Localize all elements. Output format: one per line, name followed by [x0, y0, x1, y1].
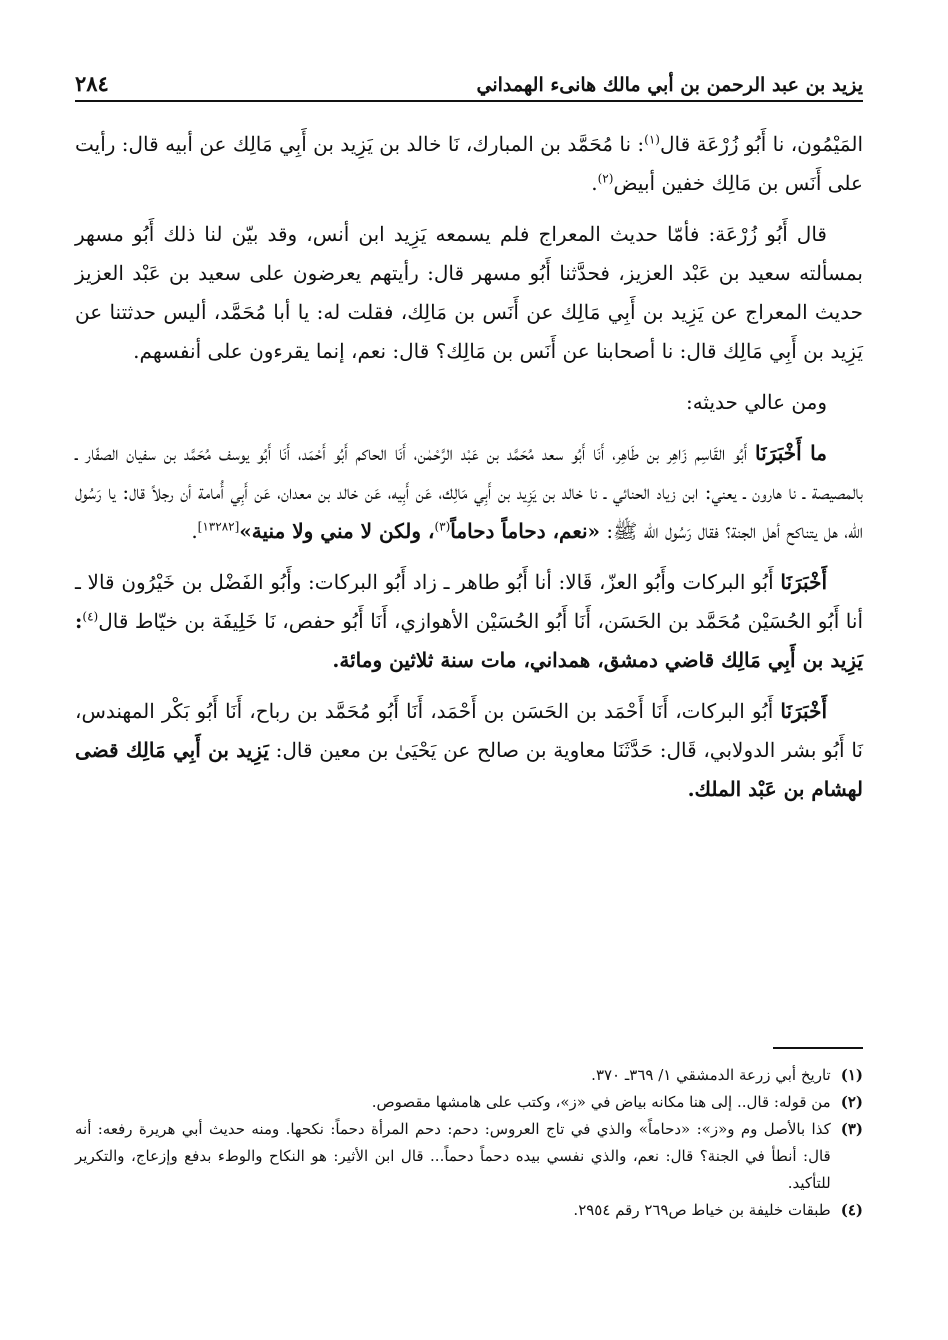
footnote	[75, 1116, 863, 1197]
footnote	[75, 1089, 863, 1116]
paragraph-6	[75, 692, 863, 809]
footnote-ref-4: (٤)	[82, 609, 99, 624]
text-run: أَبُو البركات وأَبُو العزّ، قَالا: أنا أَبُو طاهر ـ زاد أَبُو البركات: وأَبُو الفَضْل بن خَيْرُون قالا ـ أنا أَبُو الحُسَيْن مُحَمَّد بن الحَسَن، أَنَا أَبُو الحُسَيْن الأهوازي، أَنَا أَبُو حفص، نَا خَلِيفَة بن خيّاط قال	[75, 570, 863, 633]
text-run: : نا مُحَمَّد بن المبارك، نَا خالد بن يَزِيد بن أَبِي مَالِك عن أبيه قال: رأيت على أَنَس بن مَالِك خفين أبيض	[75, 132, 863, 195]
isnad-lead: أَخْبَرَنَا	[780, 699, 827, 723]
footnote-text: كذا بالأصل وم و«ز»: «دحاماً» والذي في تاج العروس: دحم: دحم المرأة دحماً: نكحها. ومنه حديث أبي هريرة رفعه: أنه قال: أنطأ في الجنة؟ قال: نعم، والذي نفسي بيده دحماً دحماً... قال ابن الأثير: هو النكاح والوطء بدفع وإزعاج، والتكرير للتأكيد.	[75, 1120, 831, 1192]
text-run: أَبُو البركات، أَنَا أَحْمَد بن الحَسَن بن أَحْمَد، أَنَا أَبُو مُحَمَّد بن رباح، أَنَا أَبُو بَكْر المهندس، نَا أَبُو بشر الدولابي، قَال: حَدَّثَنَا معاوية بن صالح عن يَحْيَىٰ بن معين قال:	[75, 699, 863, 762]
paragraph-2: قال أَبُو زُرْعَة: فأمّا حديث المعراج فلم يسمعه يَزِيد ابن أنس، وقد بيّن لنا ذلك أَبُو مسهر بمسألته سعيد بن عَبْد العزيز، فحدَّثنا أَبُو مسهر قال: رأيتهم يعرضون على سعيد بن عَبْد العزيز حديث المعراج عن يَزِيد بن أَبِي مَالِك عن أَنَس بن مَالِك، فقلت له: يا أبا مُحَمَّد، أليس حدثتنا عن يَزِيد بن أَبِي مَالِك قال: نا أصحابنا عن أَنَس بن مَالِك؟ قال: نعم، إنما يقرءون على أنفسهم.	[75, 222, 863, 363]
footnote-text: تاريخ أبي زرعة الدمشقي ١/ ٣٦٩ـ ٣٧٠.	[591, 1066, 831, 1084]
text-run: المَيْمُون، نا أَبُو زُرْعَة قال	[659, 132, 863, 156]
footnotes	[75, 1062, 863, 1224]
footnote-ref-1: (١)	[644, 132, 660, 147]
footnote-ref-2: (٢)	[597, 171, 614, 186]
isnad-lead: أَخْبَرَنَا	[780, 570, 827, 594]
footnote-divider	[773, 1047, 863, 1049]
text-run: أَبُو القَاسِم زَاهِر بن طَاهِر، أَنَا أَبُو سعد مُحَمَّد بن عَبْد الرَّحْمٰن، أَنَا الحاكم أَبُو أَحْمَد، أَنَا أَبُو يوسف مُحَمَّد بن سفيان الصفّار ـ بالمصيصة ـ نا هارون ـ يعني: ابن زياد الحنائي ـ نا خالد بن يَزِيد بن أَبِي مَالِك، عَن أَبِيه، عَن خالد بن معدان، عَن أَبِي أُمامة أن رجلاً قال: يا رَسُول الله، هل يتناكح أهل الجنة؟ فقال رَسُول الله ﷺ:	[75, 441, 863, 543]
running-title: يزيد بن عبد الرحمن بن أبي مالك هانىء الهمداني	[476, 74, 863, 96]
text-run: .	[591, 171, 598, 195]
page-number: ٢٨٤	[75, 71, 109, 96]
paragraph-3: ومن عالي حديثه:	[685, 390, 827, 414]
running-header	[75, 56, 863, 102]
footnote-ref-3: (٣)	[434, 519, 451, 534]
hadith-text: «نعم، دحاماً دحاماً	[450, 519, 601, 543]
paragraph-5	[75, 563, 863, 680]
footnote-number: (٢)	[840, 1093, 863, 1111]
paragraph-1	[75, 125, 863, 203]
footnote-number: (١)	[840, 1066, 863, 1084]
paragraph-4	[75, 434, 863, 551]
footnote-text: طبقات خليفة بن خياط ص٢٦٩ رقم ٢٩٥٤.	[573, 1201, 831, 1219]
hadith-number: [١٣٢٨٢]	[197, 519, 240, 534]
footnote-number: (٤)	[840, 1201, 863, 1219]
isnad-lead: ما أَخْبَرَنَا	[755, 441, 827, 465]
report-text: يَزِيد بن أَبِي مَالِك قضى لهشام بن عَبْد الملك.	[75, 738, 863, 801]
footnote	[75, 1197, 863, 1224]
text-run: .	[191, 519, 198, 543]
report-text: : يَزِيد بن أَبِي مَالِك قاضي دمشق، همداني، مات سنة ثلاثين ومائة.	[75, 609, 863, 672]
hadith-text: ، ولكن لا مني ولا منية»	[239, 519, 435, 543]
footnote-text: من قوله: قال.. إلى هنا مكانه بياض في «ز»، وكتب على هامشها مقصوص.	[371, 1093, 831, 1111]
footnote	[75, 1062, 863, 1089]
footnote-number: (٣)	[840, 1120, 863, 1138]
main-text	[75, 125, 863, 821]
